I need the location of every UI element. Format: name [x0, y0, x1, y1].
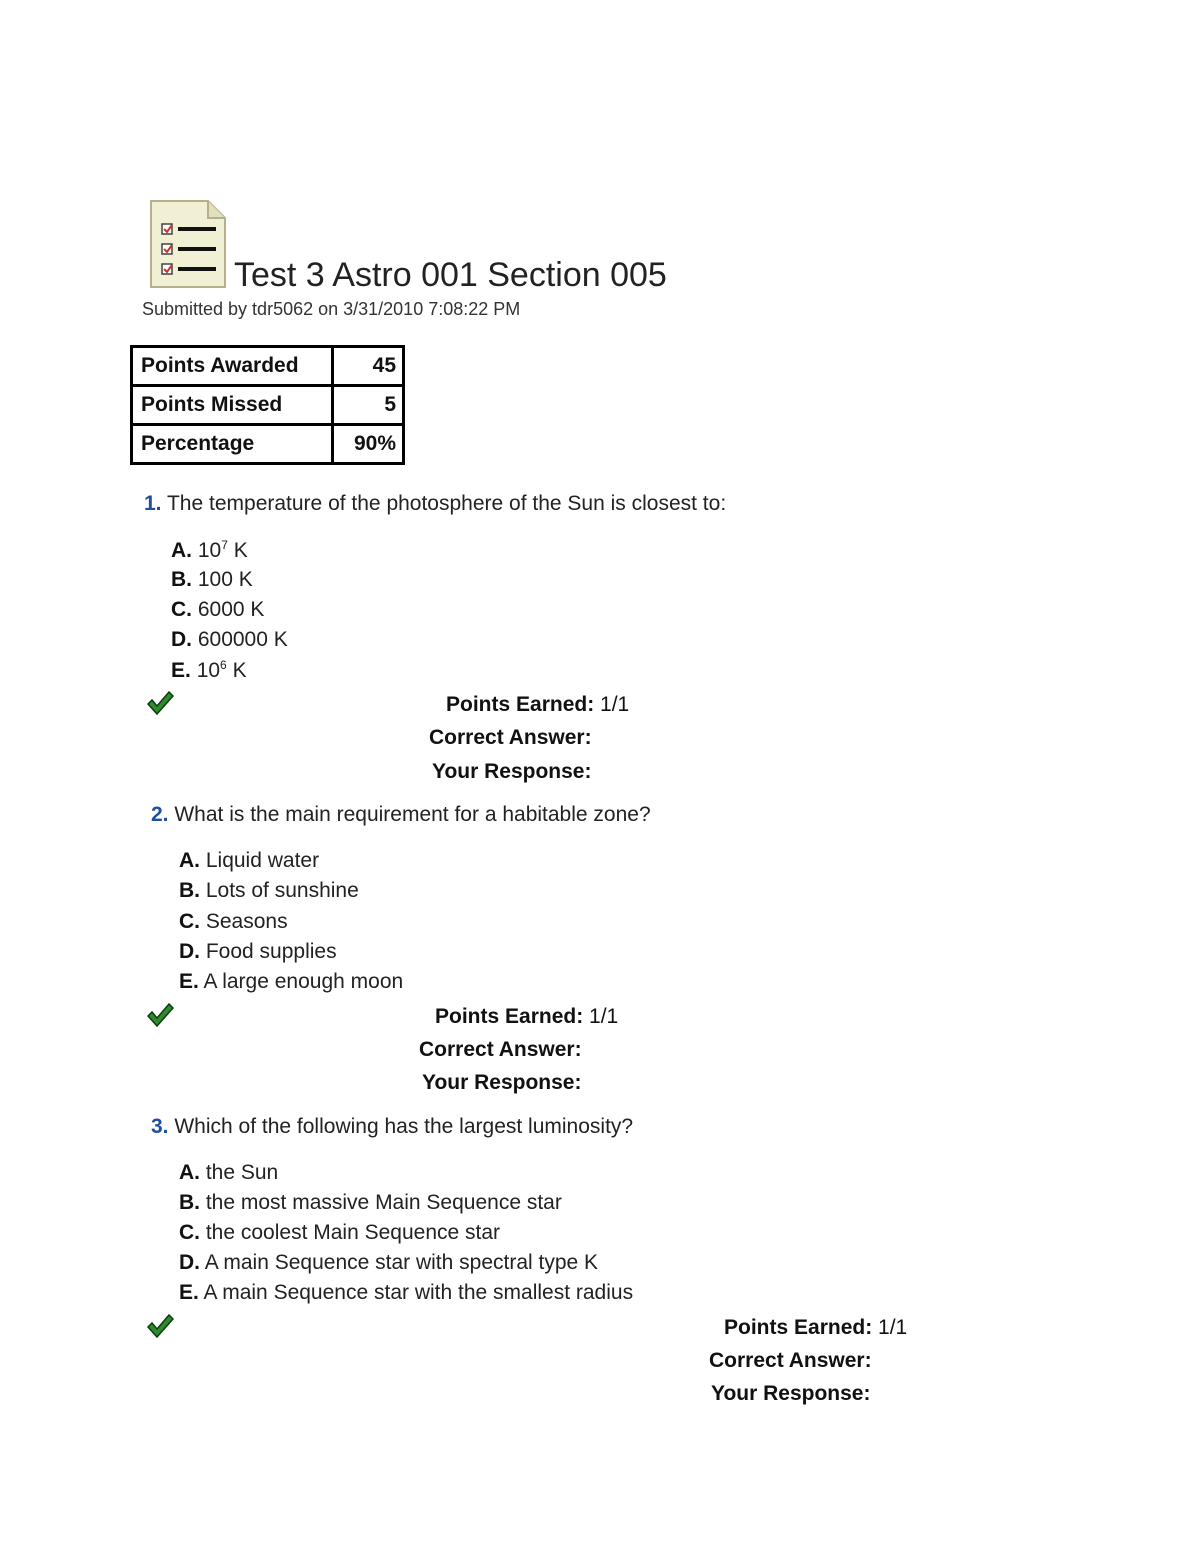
- option-letter: B.: [179, 1191, 200, 1214]
- summary-label: Percentage: [132, 425, 333, 464]
- option-text: Food supplies: [205, 940, 337, 963]
- points-earned-value: 1/1: [600, 693, 630, 716]
- question-number: 3.: [151, 1115, 169, 1138]
- correct-checkmark-icon: [146, 1313, 174, 1339]
- test-document-icon: [148, 198, 228, 290]
- option-text: A main Sequence star with the smallest radius: [203, 1281, 634, 1304]
- correct-answer-label: [709, 1349, 872, 1373]
- option-text: Lots of sunshine: [205, 879, 359, 902]
- option-letter: E.: [179, 970, 199, 993]
- option-text: Seasons: [205, 910, 288, 933]
- summary-row-points-missed: [132, 386, 404, 425]
- points-earned-label: Points Earned:: [435, 1005, 584, 1028]
- answer-option: [171, 658, 247, 683]
- summary-label: Points Missed: [132, 386, 333, 425]
- answer-option: [179, 1281, 633, 1305]
- your-response-label: [422, 1071, 581, 1095]
- option-letter: D.: [179, 1251, 200, 1274]
- page-title: Test 3 Astro 001 Section 005: [234, 256, 667, 294]
- option-unit: K: [227, 539, 248, 562]
- points-earned-value: 1/1: [878, 1316, 908, 1339]
- answer-option: [179, 1251, 598, 1275]
- option-letter: C.: [179, 1221, 200, 1244]
- answer-option: [171, 568, 253, 592]
- answer-option: [179, 940, 337, 964]
- summary-value: 45: [333, 347, 404, 386]
- option-letter: A.: [179, 1161, 200, 1184]
- correct-checkmark-icon: [146, 690, 174, 716]
- points-earned-label: Points Earned:: [724, 1316, 873, 1339]
- answer-option: [179, 879, 359, 903]
- option-text: 6000 K: [197, 598, 265, 621]
- option-letter: B.: [171, 568, 192, 591]
- option-letter: C.: [171, 598, 192, 621]
- summary-label: Points Awarded: [132, 347, 333, 386]
- score-summary-table: [130, 345, 405, 465]
- correct-checkmark-icon: [146, 1002, 174, 1028]
- option-text: the coolest Main Sequence star: [205, 1221, 501, 1244]
- correct-answer-text: Correct Answer:: [429, 726, 592, 749]
- answer-option: [179, 1191, 562, 1215]
- question-number: 2.: [151, 803, 169, 826]
- option-text: 100 K: [197, 568, 253, 591]
- answer-option: [179, 1161, 278, 1185]
- option-exponent: 6: [220, 658, 227, 672]
- points-earned: [435, 1005, 618, 1029]
- option-letter: E.: [171, 659, 191, 682]
- correct-answer-label: [419, 1038, 582, 1062]
- your-response-label: [432, 760, 591, 784]
- question-prompt: What is the main requirement for a habitable zone?: [174, 803, 651, 826]
- option-letter: D.: [171, 628, 192, 651]
- submission-info: Submitted by tdr5062 on 3/31/2010 7:08:22 PM: [142, 299, 521, 319]
- answer-option: [171, 628, 288, 652]
- answer-option: [171, 598, 264, 622]
- answer-option: [171, 538, 248, 563]
- question-prompt: Which of the following has the largest luminosity?: [174, 1115, 634, 1138]
- option-text: Liquid water: [205, 849, 320, 872]
- correct-answer-label: [429, 726, 592, 750]
- answer-option: [179, 970, 403, 994]
- option-letter: B.: [179, 879, 200, 902]
- correct-answer-text: Correct Answer:: [709, 1349, 872, 1372]
- option-text: 600000 K: [197, 628, 288, 651]
- summary-row-points-awarded: [132, 347, 404, 386]
- your-response-text: Your Response:: [711, 1382, 871, 1405]
- answer-option: [179, 849, 319, 873]
- option-text: A main Sequence star with spectral type K: [204, 1251, 599, 1274]
- option-letter: C.: [179, 910, 200, 933]
- points-earned-label: Points Earned:: [446, 693, 595, 716]
- question-2-text: [151, 803, 651, 827]
- option-text: A large enough moon: [203, 970, 404, 993]
- option-letter: A.: [171, 539, 192, 562]
- question-prompt: The temperature of the photosphere of the Sun is closest to:: [166, 492, 727, 515]
- question-number: 1.: [144, 492, 162, 515]
- option-text: the most massive Main Sequence star: [205, 1191, 562, 1214]
- answer-option: [179, 1221, 500, 1245]
- option-letter: E.: [179, 1281, 199, 1304]
- option-letter: A.: [179, 849, 200, 872]
- option-text: 10: [196, 659, 221, 682]
- option-text: 10: [197, 539, 222, 562]
- summary-value: 90%: [333, 425, 404, 464]
- option-letter: D.: [179, 940, 200, 963]
- your-response-label: [711, 1382, 870, 1406]
- points-earned: [446, 693, 629, 717]
- your-response-text: Your Response:: [422, 1071, 582, 1094]
- points-earned-value: 1/1: [589, 1005, 619, 1028]
- option-exponent: 7: [221, 538, 228, 552]
- points-earned: [724, 1316, 907, 1340]
- question-3-text: [151, 1115, 633, 1139]
- answer-option: [179, 910, 288, 934]
- your-response-text: Your Response:: [432, 760, 592, 783]
- correct-answer-text: Correct Answer:: [419, 1038, 582, 1061]
- option-unit: K: [226, 659, 247, 682]
- option-text: the Sun: [205, 1161, 279, 1184]
- question-1-text: [144, 492, 726, 516]
- summary-value: 5: [333, 386, 404, 425]
- summary-row-percentage: [132, 425, 404, 464]
